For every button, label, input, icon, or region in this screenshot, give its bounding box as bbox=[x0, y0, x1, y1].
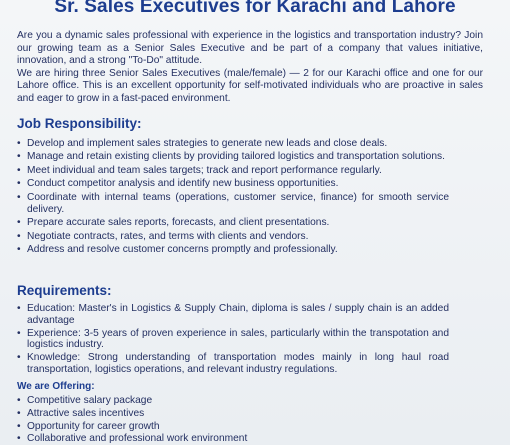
requirements-list bbox=[17, 303, 449, 377]
list-item: • Knowledge: Strong understanding of transportation modes mainly in long haul road transportation, logistics operations, and relevant industry regulations. bbox=[17, 352, 449, 375]
list-item: • Opportunity for career growth bbox=[17, 421, 449, 433]
list-item: • Collaborative and professional work environment bbox=[17, 433, 449, 445]
job-responsibility-list bbox=[17, 138, 449, 257]
list-item: • Negotiate contracts, rates, and terms with clients and vendors. bbox=[17, 231, 449, 243]
list-item: • Experience: 3-5 years of proven experience in sales, particularly within the transpotation and logistics industry. bbox=[17, 328, 449, 351]
intro-paragraph-1: Are you a dynamic sales professional with experience in the logistics and transportation industry? Join our growing team as a Senior Sales Executive and be part of a company that values initiative, innovation, and a strong "To-Do" attitude. bbox=[17, 30, 483, 67]
list-item: • Attractive sales incentives bbox=[17, 408, 449, 420]
list-item: • Coordinate with internal teams (operations, customer service, finance) for smooth service delivery. bbox=[17, 192, 449, 215]
intro-paragraph-2: We are hiring three Senior Sales Executives (male/female) — 2 for our Karachi office and one for our Lahore office. This is an excellent opportunity for self-motivated individuals who are proactive in sales and eager to grow in a fast-paced environment. bbox=[17, 67, 483, 104]
intro-text bbox=[17, 30, 483, 106]
list-item: • Prepare accurate sales reports, forecasts, and client presentations. bbox=[17, 217, 449, 229]
page-title: Sr. Sales Executives for Karachi and Lahore bbox=[54, 0, 456, 17]
list-item: • Address and resolve customer concerns promptly and professionally. bbox=[17, 244, 449, 256]
list-item: • Meet individual and team sales targets; track and report performance regularly. bbox=[17, 165, 449, 177]
job-responsibility-heading: Job Responsibility: bbox=[17, 116, 142, 131]
list-item: • Competitive salary package bbox=[17, 395, 449, 407]
offering-list bbox=[17, 395, 449, 445]
list-item: • Manage and retain existing clients by providing tailored logistics and transportation solutions. bbox=[17, 151, 449, 163]
list-item: • Education: Master's in Logistics & Supply Chain, diploma is sales / supply chain is an added advantage bbox=[17, 303, 449, 326]
list-item: • Develop and implement sales strategies to generate new leads and close deals. bbox=[17, 138, 449, 150]
offering-heading: We are Offering: bbox=[17, 381, 95, 392]
list-item: • Conduct competitor analysis and identify new business opportunities. bbox=[17, 178, 449, 190]
requirements-heading: Requirements: bbox=[17, 283, 112, 298]
